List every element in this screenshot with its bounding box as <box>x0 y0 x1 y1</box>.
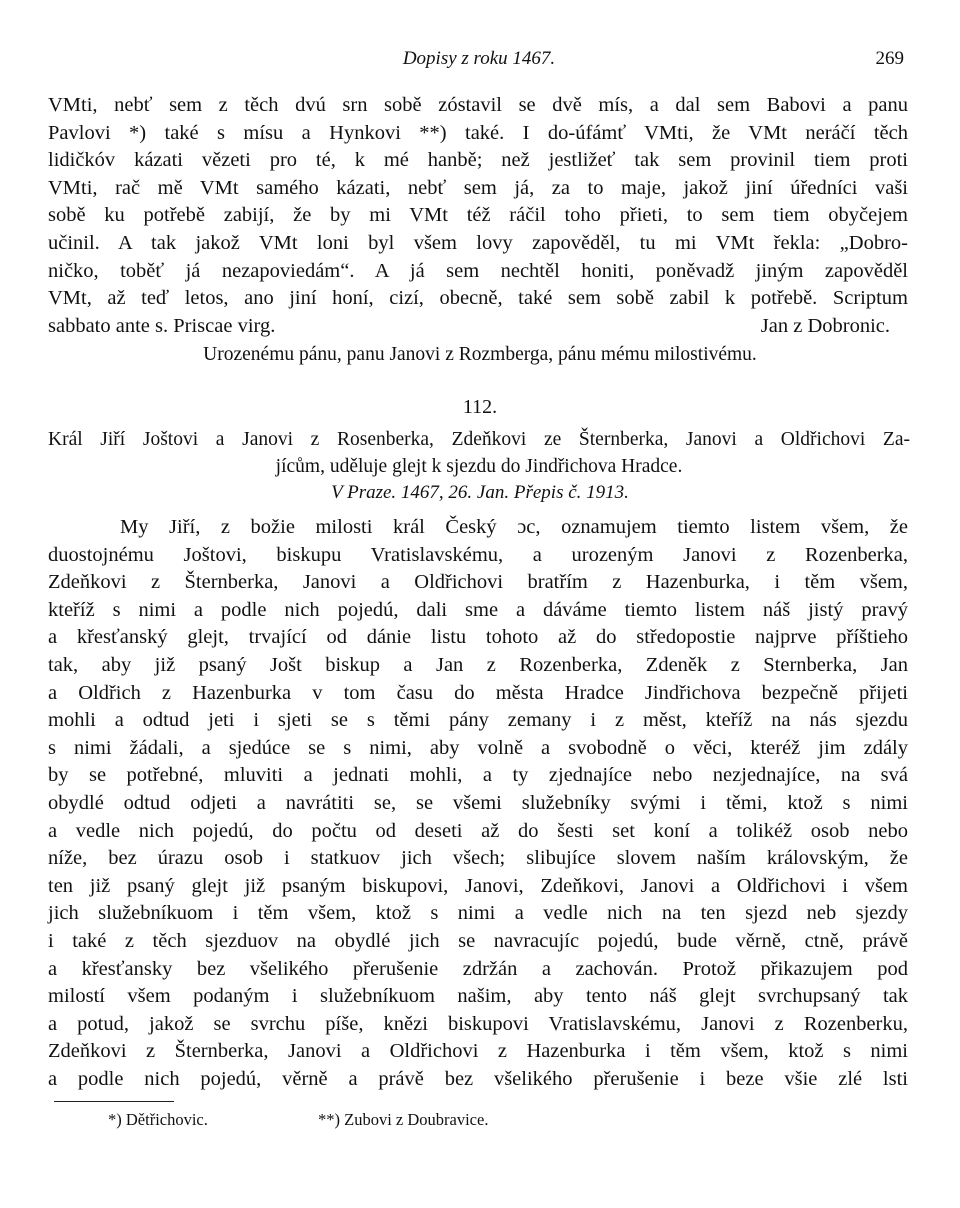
document-line: Zdeňkovi z Šternberka, Janovi a Oldřichovi bratřím z Hazenburka, i těm všem, <box>48 571 908 594</box>
document-line: by se potřebné, mluviti a jednati mohli, a ty zjednajíce nebo nezjednajíce, na svá <box>48 764 908 787</box>
document-line: jich služebníkuom i těm všem, ktož s nimi a vedle nich na ten sjezd neb sjezdy <box>48 902 908 925</box>
footnotes <box>0 1108 960 1132</box>
letter-line: lidičkóv kázati vězeti pro té, k mé hanbě; než jestližeť tak sem provinil tiem proti <box>48 149 908 172</box>
document-line: a křesťansky bez všelikého přerušenie zdržán a zachován. Protož přikazujem pod <box>48 957 908 980</box>
document-line: a Oldřich z Hazenburka v tom času do města Hradce Jindřichova bezpečně přijeti <box>48 681 908 704</box>
document-line: a křesťanský glejt, trvající od dánie listu tohoto až do středopostie najprve příštieho <box>48 626 908 649</box>
closing-line <box>48 313 908 341</box>
document-line: s nimi žádali, a sjedúce se s nimi, aby volně a svobodně o věci, kteréž jim zdály <box>48 736 908 759</box>
letter-line: učinil. A tak jakož VMt loni byl všem lovy zapověděl, tu mi VMt řekla: „Dobro- <box>48 231 908 254</box>
document-line: obydlé odtud odjeti a navrátiti se, se všemi služebníky svými i těmi, ktož s nimi <box>48 791 908 814</box>
document-body <box>48 514 908 1093</box>
document-line: My Jiří, z božie milosti král Český ɔc, oznamujem tiemto listem všem, že <box>120 516 908 538</box>
document-line: a potud, jakož se svrchu píše, knězi biskupovi Vratislavskému, Janovi z Rozenberku, <box>48 1012 908 1035</box>
letter-line: Pavlovi *) také s mísu a Hynkovi **) také. I do-úfámť VMti, že VMt neráčí těch <box>48 121 908 144</box>
letter-address: Urozenému pánu, panu Janovi z Rozmberga, pánu mému milostivému. <box>203 344 757 365</box>
letter-date: sabbato ante s. Priscae virg. <box>48 314 276 337</box>
document-line: a vedle nich pojedú, do počtu od deseti až do šesti set koní a tolikéž osob nebo <box>48 819 908 842</box>
letter-line: sobě ku potřebě zabijí, že by mi VMt též ráčil toho přieti, to sem tiem obyčejem <box>48 204 908 227</box>
regest-line: jícům, uděluje glejt k sjezdu do Jindřichova Hradce. <box>275 456 683 477</box>
page-number: 269 <box>875 48 904 69</box>
letter-line: VMti, nebť sem z těch dvú srn sobě zóstavil se dvě mís, a dal sem Babovi a panu <box>48 94 908 116</box>
letter-body <box>48 92 908 340</box>
footnote-2: **) Zubovi z Doubravice. <box>318 1110 489 1129</box>
letter-line: VMt, až teď letos, ano jiní honí, cizí, obecně, také sem sobě zabil k potřebě. Scriptum <box>48 287 908 310</box>
document-line: duostojnému Joštovi, biskupu Vratislavskému, a urozeným Janovi z Rozenberka, <box>48 543 908 566</box>
document-line: kteříž s nimi a podle nich pojedú, dali sme a dáváme tiemto listem náš jistý pravý <box>48 598 908 621</box>
document-line: mohli a odtud jeti i sjeti se s těmi pány zemany i z měst, kteříž na nás sjezdu <box>48 709 908 732</box>
letter-line: ničko, toběť já nezapoviedám“. A já sem nechtěl honiti, poněvadž jiným zapověděl <box>48 259 908 282</box>
document-dateline: V Praze. 1467, 26. Jan. Přepis č. 1913. <box>331 482 629 503</box>
running-title: Dopisy z roku 1467. <box>402 48 556 69</box>
document-line: níže, bez úrazu osob i statkuov jich všech; slibujíce slovem naším královským, že <box>48 847 908 870</box>
document-line: i také z těch sjezduov na obydlé jich se navracujíc pojedú, bude věrně, ctně, právě <box>48 929 908 952</box>
letter-signature: Jan z Dobronic. <box>760 314 890 337</box>
document-line: milostí všem podaným i služebníkuom našim, aby tento náš glejt svrchupsaný tak <box>48 985 908 1008</box>
letter-line: VMti, rač mě VMt samého kázati, nebť sem já, za to maje, jakož jiní úředníci vaši <box>48 176 908 199</box>
document-line: a podle nich pojedú, věrně a právě bez všelikého přerušenie i beze všie zlé lsti <box>48 1067 908 1090</box>
footnote-1: *) Dětřichovic. <box>108 1110 208 1129</box>
document-regest <box>48 426 910 480</box>
running-head <box>48 48 910 74</box>
document-line: tak, aby již psaný Jošt biskup a Jan z Rozenberka, Zdeněk z Sternberka, Jan <box>48 653 908 676</box>
regest-line: Král Jiří Joštovi a Janovi z Rosenberka, Zdeňkovi ze Šternberka, Janovi a Oldřichovi Za- <box>48 429 910 450</box>
footnote-rule <box>54 1101 174 1102</box>
document-line: ten již psaný glejt již psaným biskupovi, Janovi, Zdeňkovi, Janovi a Oldřichovi i všem <box>48 874 908 897</box>
document-line: Zdeňkovi z Šternberka, Janovi a Oldřichovi z Hazenburka i těm všem, ktož s nimi <box>48 1040 908 1063</box>
document-number: 112. <box>462 396 498 418</box>
